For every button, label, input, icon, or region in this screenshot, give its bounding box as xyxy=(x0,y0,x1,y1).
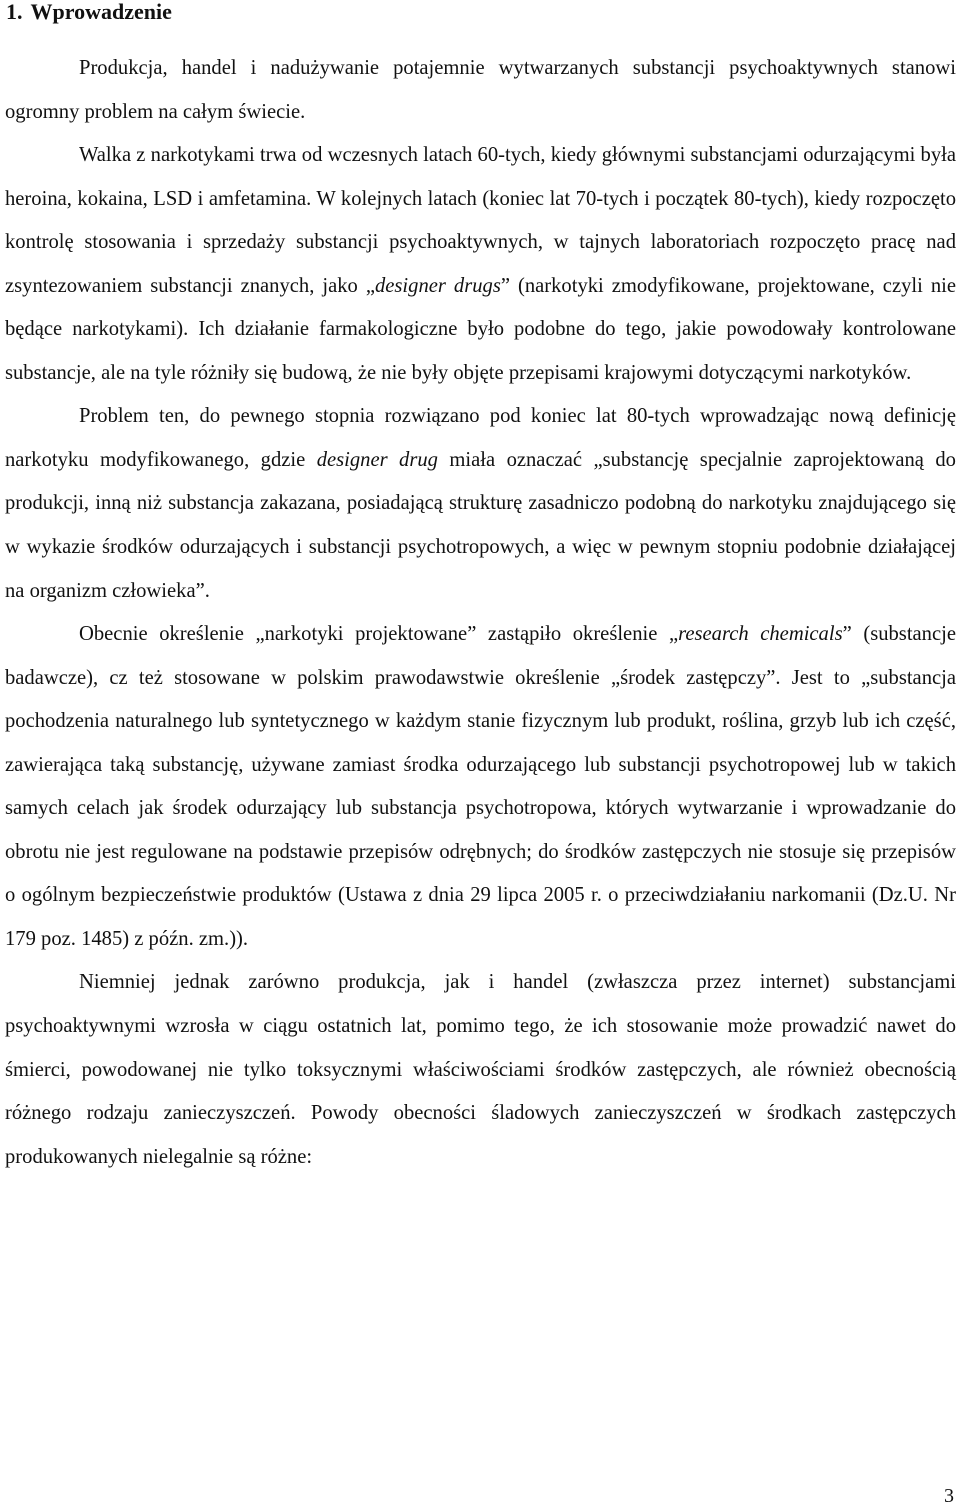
section-title: Wprowadzenie xyxy=(30,0,172,24)
paragraph-4-rest: ” (substancje badawcze), cz też stosowane w polskim prawodawstwie określenie „środek zastępczy”. Jest to „substancja pochodzenia naturalnego lub syntetycznego w każdym stanie fizycznym lub produkt, roślina, grzyb lub ich część, zawierająca taką substancję, używane zamiast środka odurzającego lub substancji psychotropowej lub w takich samych celach jak środek odurzający lub substancja psychotropowa, których wytwarzanie i wprowadzanie do obrotu nie jest regulowane na podstawie przepisów odrębnych; do środków zastępczych nie stosuje się przepisów o ogólnym bezpieczeństwie produktów (Ustawa z dnia 29 lipca 2005 r. o przeciwdziałaniu narkomanii (Dz.U. Nr 179 poz. 1485) z późn. zm.)). xyxy=(5,623,956,950)
paragraph-4 xyxy=(5,613,956,961)
page-number: 3 xyxy=(944,1485,954,1507)
body-text xyxy=(5,47,956,1179)
paragraph-2-text: Walka z narkotykami trwa od wczesnych latach 60-tych, kiedy głównymi substancjami odurzającymi była heroina, kokaina, LSD i amfetamina. W kolejnych latach (koniec lat 70-tych i początek 80-tych), kiedy rozpoczęto kontrolę stosowania i sprzedaży substancji psychoaktywnych, w tajnych laboratoriach rozpoczęto pracę nad zsyntezowaniem substancji znanych, jako xyxy=(5,144,956,297)
paragraph-2 xyxy=(5,134,956,395)
paragraph-2-rest: (narkotyki zmodyfikowane, projektowane, czyli nie będące narkotykami). Ich działanie farmakologiczne było podobne do tego, jakie powodowały kontrolowane substancje, ale na tyle różniły się budową, że nie były objęte przepisami krajowymi dotyczącymi narkotyków. xyxy=(5,274,956,384)
paragraph-2-quote-open: „ xyxy=(365,274,375,297)
section-heading xyxy=(6,0,172,28)
paragraph-3 xyxy=(5,395,956,613)
paragraph-1: Produkcja, handel i nadużywanie potajemnie wytwarzanych substancji psychoaktywnych stanowi ogromny problem na całym świecie. xyxy=(5,57,956,123)
paragraph-3-term: designer drug xyxy=(316,448,438,471)
paragraph-5: Niemniej jednak zarówno produkcja, jak i handel (zwłaszcza przez internet) substancjami psychoaktywnymi wzrosła w ciągu ostatnich lat, pomimo tego, że ich stosowanie może prowadzić nawet do śmierci, powodowanej nie tylko toksycznymi właściwościami środków zastępczych, ale również obecnością różnego rodzaju zanieczyszczeń. Powody obecności śladowych zanieczyszczeń w środkach zastępczych produkowanych nielegalnie są różne: xyxy=(5,971,956,1168)
paragraph-4-start: Obecnie określenie „narkotyki projektowane” zastąpiło określenie „ xyxy=(79,623,679,646)
paragraph-2-term: designer drugs xyxy=(374,274,501,297)
section-number: 1. xyxy=(6,0,23,24)
paragraph-4-term: research chemicals xyxy=(678,623,843,646)
paragraph-3-rest: miała oznaczać „substancję specjalnie zaprojektowaną do produkcji, inną niż substancja zakazana, posiadającą strukturę zasadniczo podobną do narkotyku znajdującego się w wykazie środków odurzających i substancji psychotropowych, a więc w pewnym stopniu podobnie działającej na organizm człowieka”. xyxy=(5,448,956,602)
paragraph-3-start: Problem ten, do pewnego stopnia rozwiązano pod koniec lat 80-tych wprowadzając nową definicję narkotyku modyfikowanego, gdzie xyxy=(5,405,956,471)
paragraph-2-quote-close: ” xyxy=(500,274,510,297)
